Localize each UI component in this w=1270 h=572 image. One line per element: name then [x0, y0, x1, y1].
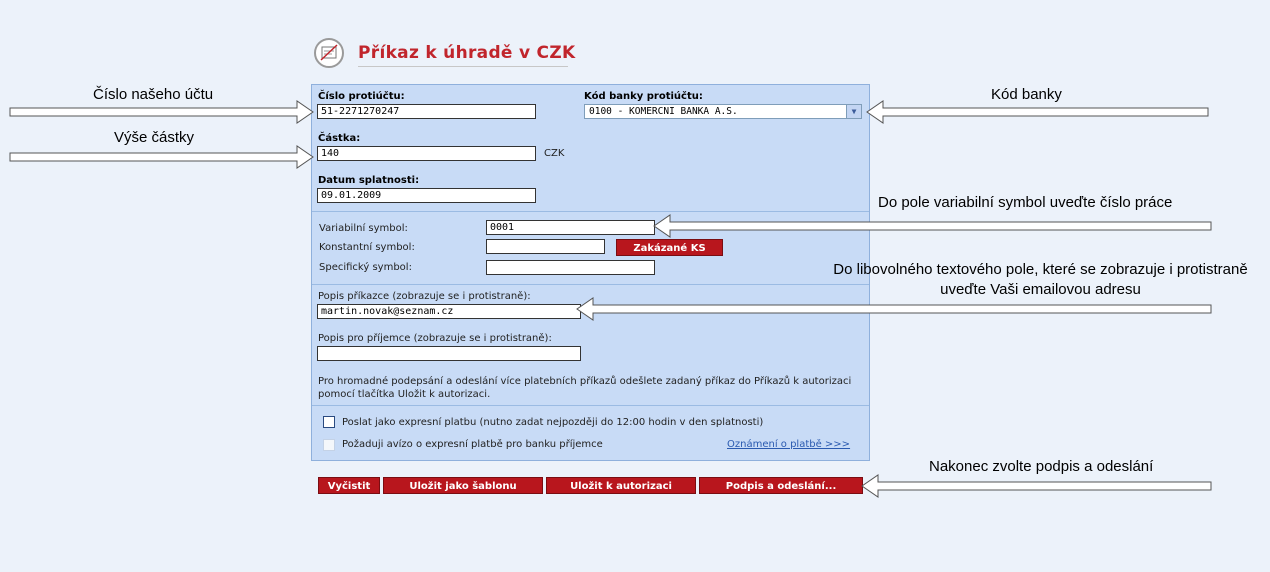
variable-symbol-input[interactable]: 0001 [486, 220, 655, 235]
chevron-down-icon[interactable]: ▼ [846, 105, 861, 118]
annotation-bank-code: Kód banky [991, 86, 1062, 103]
arrow-left-icon [654, 215, 1211, 237]
arrow-left-icon [867, 101, 1208, 123]
save-authorization-button[interactable]: Uložit k autorizaci [546, 477, 696, 494]
constant-symbol-label: Konstantní symbol: [319, 242, 415, 253]
variable-symbol-label: Variabilní symbol: [319, 223, 408, 234]
page-title: Příkaz k úhradě v CZK [358, 43, 576, 63]
annotation-text-field-line2: uveďte Vaši emailovou adresu [940, 281, 1141, 298]
clear-button[interactable]: Vyčistit [318, 477, 380, 494]
forbidden-ks-button[interactable]: Zakázané KS [616, 239, 723, 256]
counter-account-label: Číslo protiúčtu: [318, 91, 405, 102]
due-date-input[interactable]: 09.01.2009 [317, 188, 536, 203]
counter-account-input[interactable]: 51-2271270247 [317, 104, 536, 119]
arrow-right-icon [10, 101, 313, 123]
arrow-left-icon [577, 298, 1211, 320]
order-description-input[interactable]: martin.novak@seznam.cz [317, 304, 581, 319]
due-date-label: Datum splatnosti: [318, 175, 420, 186]
arrow-left-icon [862, 475, 1211, 497]
arrow-right-icon [10, 146, 313, 168]
order-description-label: Popis příkazce (zobrazuje se i protistraně): [318, 291, 531, 302]
annotation-text-field-line1: Do libovolného textového pole, které se zobrazuje i protistraně [833, 261, 1248, 278]
amount-label: Částka: [318, 133, 361, 144]
amount-input[interactable]: 140 [317, 146, 536, 161]
specific-symbol-label: Specifický symbol: [319, 262, 412, 273]
save-template-button[interactable]: Uložit jako šablonu [383, 477, 543, 494]
annotation-account: Číslo našeho účtu [93, 86, 214, 103]
bank-code-label: Kód banky protiúčtu: [584, 91, 703, 102]
currency-label: CZK [544, 148, 565, 159]
annotation-variable-symbol: Do pole variabilní symbol uveďte číslo práce [878, 194, 1173, 211]
payment-notice-link[interactable]: Oznámení o platbě >>> [727, 439, 851, 450]
sign-send-button[interactable]: Podpis a odeslání... [699, 477, 863, 494]
express-payment-label: Poslat jako expresní platbu (nutno zadat nejpozději do 12:00 hodin v den splatnosti) [342, 417, 764, 428]
annotation-amount: Výše částky [114, 129, 195, 146]
recipient-description-label: Popis pro příjemce (zobrazuje se i protistraně): [318, 333, 552, 344]
express-notice-label: Požaduji avízo o expresní platbě pro banku příjemce [342, 439, 603, 450]
bank-code-value: 0100 - KOMERCNI BANKA A.S. [589, 106, 738, 117]
annotation-final: Nakonec zvolte podpis a odeslání [929, 458, 1154, 475]
authorization-note: Pro hromadné podepsání a odeslání více platebních příkazů odešlete zadaný příkaz do Příkazů k autorizaci pomocí tlačítka Uložit k autorizaci. [318, 376, 852, 400]
